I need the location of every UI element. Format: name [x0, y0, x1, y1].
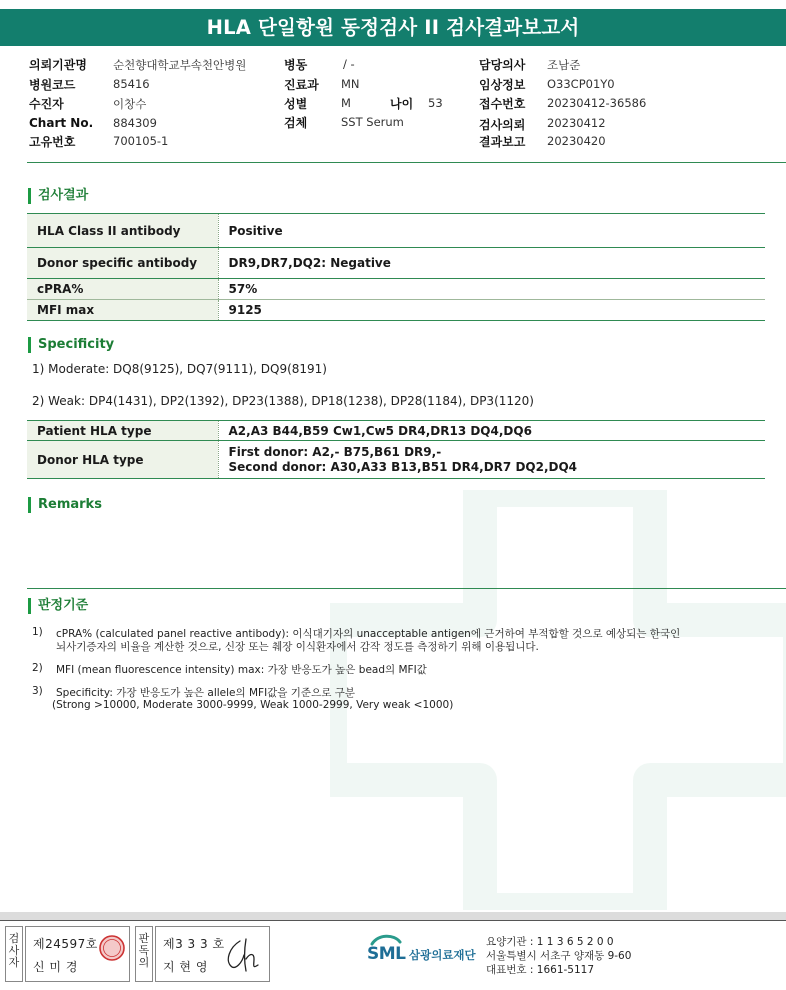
patient-hla-label: Patient HLA type: [27, 421, 218, 441]
examiner-seal-icon: [98, 934, 126, 962]
result-value: 57%: [218, 279, 765, 300]
org-name: 삼광의료재단: [409, 948, 476, 962]
hla-type-table: [27, 420, 765, 479]
result-label: Donor specific antibody: [27, 248, 218, 279]
criteria-item-3-line-2: (Strong >10000, Moderate 3000-9999, Weak 1000-2999, Very weak <1000): [52, 699, 454, 711]
specimen-value: SST Serum: [341, 115, 404, 129]
report-title: HLA 단일항원 동정검사 II 검사결과보고서: [0, 9, 786, 46]
criteria-section-title: 판정기준: [28, 598, 88, 614]
doctor-value: 조남준: [547, 58, 581, 72]
footer-divider: [0, 920, 786, 921]
care-institution-code: 요양기관 : 1 1 3 6 5 2 0 0: [486, 936, 614, 948]
chart-no-value: 884309: [113, 116, 157, 130]
result-label: MFI max: [27, 300, 218, 321]
org-address: 서울특별시 서초구 양재동 9-60: [486, 950, 632, 962]
request-date-value: 20230412: [547, 116, 606, 130]
doctor-label: 담당의사: [479, 58, 526, 72]
second-donor-hla: Second donor: A30,A33 B13,B51 DR4,DR7 DQ2,DQ4: [228, 459, 578, 474]
department-value: MN: [341, 77, 360, 91]
receipt-no-value: 20230412-36586: [547, 96, 647, 110]
results-table: [27, 213, 765, 321]
unique-no-value: 700105-1: [113, 134, 169, 148]
results-section-title: 검사결과: [28, 188, 88, 204]
criteria-item-3-line-1: Specificity: 가장 반응도가 높은 allele의 MFI값을 기준으로 구분: [56, 687, 355, 699]
approver-signature-icon: [222, 935, 264, 975]
result-row: [27, 248, 765, 279]
age-label: 나이: [390, 97, 414, 111]
footer-band: [0, 912, 786, 920]
examiner-label: [5, 926, 23, 982]
remarks-divider: [27, 588, 786, 589]
result-label: HLA Class II antibody: [27, 214, 218, 248]
age-value: 53: [428, 96, 443, 110]
result-value: Positive: [218, 214, 765, 248]
approver-label: [135, 926, 153, 982]
result-value: 9125: [218, 300, 765, 321]
hospital-code-label: 병원코드: [29, 78, 76, 92]
ward-value: / -: [343, 57, 355, 71]
result-label: cPRA%: [27, 279, 218, 300]
remarks-section-title: Remarks: [28, 497, 102, 513]
patient-hla-row: [27, 421, 765, 441]
patient-label: 수진자: [29, 97, 64, 111]
donor-hla-label: Donor HLA type: [27, 441, 218, 479]
hospital-value: 순천향대학교부속천안병원: [113, 58, 247, 72]
department-label: 진료과: [284, 78, 319, 92]
sex-value: M: [341, 96, 351, 110]
specificity-moderate: 1) Moderate: DQ8(9125), DQ7(9111), DQ9(8191): [32, 362, 327, 376]
criteria-item-2-line-1: MFI (mean fluorescence intensity) max: 가장 반응도가 높은 bead의 MFI값: [56, 664, 427, 676]
criteria-item-1-number: 1): [32, 626, 43, 638]
specificity-weak: 2) Weak: DP4(1431), DP2(1392), DP23(1388), DP18(1238), DP28(1184), DP3(1120): [32, 394, 534, 408]
approver-license: 제3 3 3 호: [163, 937, 225, 951]
examiner-label-text: 검사자: [8, 932, 20, 969]
result-row: [27, 214, 765, 248]
criteria-item-1-line-2: 뇌사기증자의 비율을 계산한 것으로, 신장 또는 췌장 이식환자에서 감작 정도를 측정하기 위해 이용됩니다.: [56, 641, 539, 653]
examiner-license: 제24597호: [33, 937, 98, 951]
ward-label: 병동: [284, 58, 308, 72]
clinical-info-label: 임상정보: [479, 78, 526, 92]
result-value: DR9,DR7,DQ2: Negative: [218, 248, 765, 279]
criteria-item-3-number: 3): [32, 685, 43, 697]
receipt-no-label: 접수번호: [479, 97, 526, 111]
org-phone: 대표번호 : 1661-5117: [486, 964, 595, 976]
result-row: [27, 300, 765, 321]
clinical-info-value: O33CP01Y0: [547, 77, 615, 91]
result-row: [27, 279, 765, 300]
chart-no-label: Chart No.: [29, 116, 94, 130]
specimen-label: 검체: [284, 116, 308, 130]
patient-hla-value: A2,A3 B44,B59 Cw1,Cw5 DR4,DR13 DQ4,DQ6: [218, 421, 765, 441]
hospital-code-value: 85416: [113, 77, 150, 91]
report-date-value: 20230420: [547, 134, 606, 148]
donor-hla-row: [27, 441, 765, 479]
sex-label: 성별: [284, 97, 308, 111]
first-donor-hla: First donor: A2,- B75,B61 DR9,-: [228, 444, 442, 459]
criteria-item-1-line-1: cPRA% (calculated panel reactive antibody): 이식대기자의 unacceptable antigen에 근거하여 부적합할 것으로 예상되는 한국인: [56, 628, 681, 640]
examiner-name: 신 미 경: [33, 960, 78, 974]
hospital-label: 의뢰기관명: [29, 58, 87, 72]
report-date-label: 결과보고: [479, 135, 526, 149]
donor-hla-value: [218, 441, 765, 479]
info-divider: [27, 162, 786, 163]
patient-value: 이창수: [113, 97, 147, 111]
specificity-section-title: Specificity: [28, 337, 114, 353]
sml-logo-text: SML: [367, 944, 406, 964]
criteria-item-2-number: 2): [32, 662, 43, 674]
approver-label-text: 판독의: [138, 932, 150, 969]
request-date-label: 검사의뢰: [479, 118, 526, 132]
approver-name: 지 현 영: [163, 960, 208, 974]
unique-no-label: 고유번호: [29, 135, 76, 149]
